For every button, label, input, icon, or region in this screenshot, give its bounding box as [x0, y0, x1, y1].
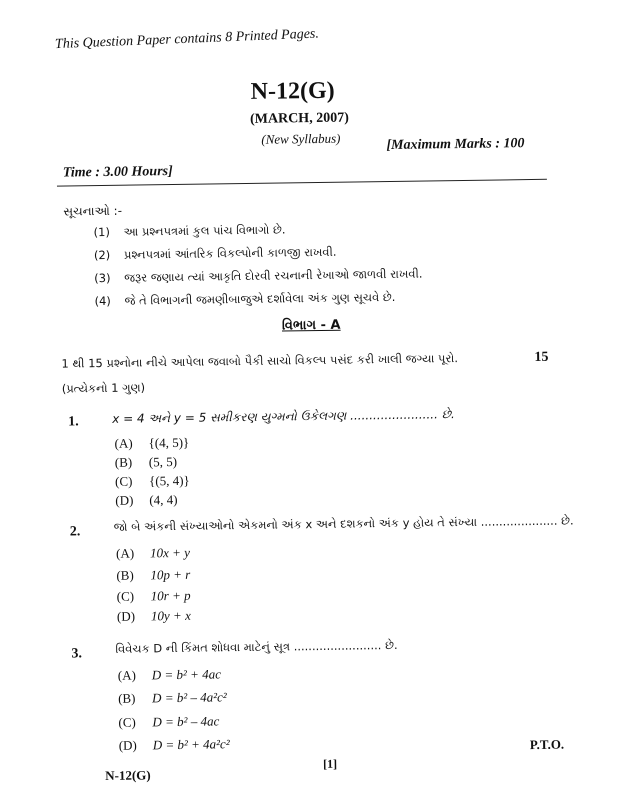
option-label: (B): [118, 690, 136, 706]
instruction-text: જે તે વિભાગની જમણીબાજુએ દર્શાવેલા અંક ગુણ સૂચવે છે.: [124, 289, 396, 308]
option-text: 10x + y: [149, 544, 191, 561]
question-text: જો બે અંકની સંખ્યાઓનો એકમનો અંક x અને દશકનો અંક y હોય તે સંખ્યા ..................... છે.: [113, 513, 574, 534]
option-text: 10p + r: [150, 566, 191, 583]
instruction-item: [94, 290, 395, 309]
option-label: (C): [118, 714, 136, 730]
option-label: (D): [118, 737, 137, 753]
option-label: (B): [116, 567, 134, 583]
option-text: {(5, 4)}: [148, 472, 190, 489]
option: [115, 492, 177, 509]
maximum-marks: [Maximum Marks : 100: [386, 136, 525, 154]
question-text: x = 4 અને y = 5 સમીકરણ યુગ્મનો ઉકેલગણ ....................... છે.: [112, 407, 455, 426]
time-allowed: Time : 3.00 Hours]: [62, 164, 173, 181]
option: [118, 689, 227, 707]
pto-note: P.T.O.: [529, 736, 565, 753]
printed-pages-note: This Question Paper contains 8 Printed Pages.: [54, 26, 320, 53]
question-number: 1.: [68, 414, 79, 430]
option-label: (A): [117, 667, 136, 683]
option: [115, 473, 190, 490]
instruction-text: પ્રશ્નપત્રમાં આંતરિક વિકલ્પોની કાળજી રાખવી.: [123, 244, 337, 262]
option-text: 10y + x: [150, 607, 191, 624]
option-label: (A): [114, 435, 133, 451]
option: [118, 713, 219, 730]
option-label: (D): [116, 608, 136, 624]
option: [119, 736, 230, 754]
instruction-number: (2): [93, 247, 111, 263]
option-label: (C): [114, 473, 133, 489]
option: [115, 454, 177, 471]
section-instruction: 1 થી 15 પ્રશ્નોના નીચે આપેલા જવાબો પૈકી સાચો વિકલ્પ પસંદ કરી ખાલી જગ્યા પૂરો.: [61, 351, 459, 371]
instruction-number: (4): [94, 293, 111, 309]
option-text: (5, 5): [148, 453, 178, 470]
option-text: D = b² – 4a²c²: [152, 689, 227, 706]
instruction-number: (3): [94, 270, 111, 286]
option-text: D = b² – 4ac: [152, 713, 220, 730]
option-label: (A): [115, 545, 135, 561]
syllabus-note: (New Syllabus): [261, 130, 341, 147]
question-number: 3.: [71, 646, 83, 662]
option-text: D = b² + 4a²c²: [152, 736, 230, 753]
option: [116, 567, 190, 584]
question-text: વિવેચક D ની કિંમત શોધવા માટેનું સૂત્ર ........................ છે.: [115, 637, 398, 656]
option-label: (B): [114, 454, 133, 470]
exam-date: (MARCH, 2007): [249, 110, 349, 127]
option-label: (D): [115, 492, 134, 508]
per-question-marks: (પ્રત્યેકનો 1 ગુણ): [61, 380, 146, 396]
instruction-number: (1): [93, 224, 111, 240]
instruction-item: [94, 245, 337, 263]
instructions-heading: સૂચનાઓ :-: [63, 203, 123, 219]
option-text: (4, 4): [149, 491, 178, 508]
option-text: D = b² + 4ac: [151, 666, 222, 683]
page-number: [1]: [322, 756, 338, 771]
footer-paper-code: N-12(G): [105, 767, 151, 784]
question-number: 2.: [69, 524, 81, 540]
paper-code-title: N-12(G): [250, 77, 335, 105]
option-text: 10r + p: [150, 587, 191, 604]
section-marks: 15: [534, 349, 549, 365]
option: [118, 666, 221, 683]
option: [114, 435, 189, 452]
option: [117, 608, 191, 625]
instruction-item: [94, 222, 286, 240]
instruction-text: આ પ્રશ્નપત્રમાં કુલ પાંચ વિભાગો છે.: [123, 222, 286, 239]
instruction-text: જરૂર જણાય ત્યાં આકૃતિ દોરવી રચનાની રેખાઓ જાળવી રાખવી.: [124, 266, 423, 285]
option: [117, 588, 191, 605]
section-title: વિભાગ - A: [281, 317, 341, 334]
option-label: (C): [116, 588, 135, 604]
instruction-item: [94, 267, 422, 287]
option: [116, 545, 190, 562]
option-text: {(4, 5)}: [148, 434, 190, 451]
